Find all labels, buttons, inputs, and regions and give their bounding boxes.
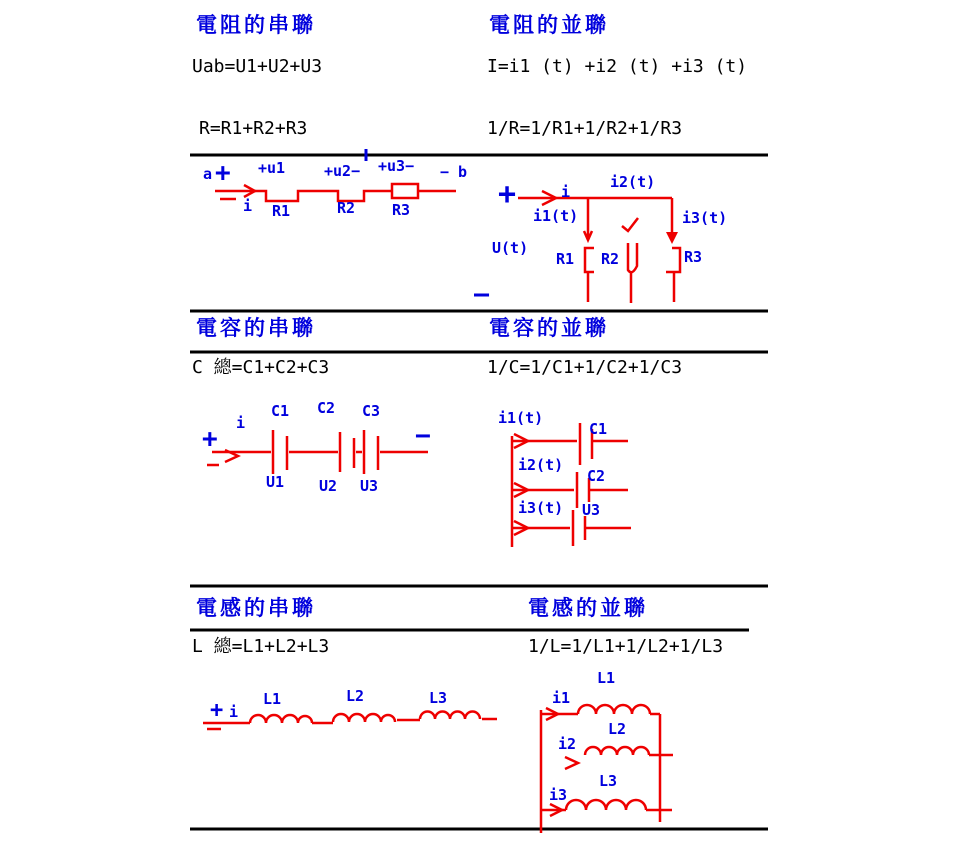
- i3-label: i3: [549, 786, 568, 804]
- node-a-label: a: [203, 165, 213, 183]
- l2-label: L2: [608, 720, 627, 738]
- u2-label: +u2−: [324, 162, 361, 180]
- title-capacitor-series: 電容的串聯: [196, 316, 316, 340]
- i1-label: i1(t): [533, 207, 579, 225]
- title-capacitor-parallel: 電容的並聯: [489, 316, 609, 340]
- current-label: i: [229, 703, 239, 721]
- capacitor-parallel-circuit: [512, 420, 631, 547]
- check-mark: [622, 218, 638, 231]
- inductor-symbol: [566, 800, 646, 810]
- l2-label: L2: [346, 687, 365, 705]
- i2-label: i2: [558, 735, 577, 753]
- i1-label: i1(t): [498, 409, 544, 427]
- formula-capacitance-parallel: 1/C=1/C1+1/C2+1/C3: [487, 357, 683, 378]
- resistor-symbol: [628, 243, 637, 303]
- r1-label: R1: [556, 250, 575, 268]
- u1-label: U1: [266, 473, 285, 491]
- c3-label: U3: [582, 501, 601, 519]
- minus-sign: −: [415, 421, 431, 451]
- u2-label: U2: [319, 477, 338, 495]
- r3-label: R3: [392, 201, 411, 219]
- formula-current-parallel: I=i1 (t) +i2 (t) +i3 (t): [487, 56, 748, 77]
- c2-label: C2: [587, 467, 606, 485]
- i3-label: i3(t): [682, 209, 728, 227]
- capacitor-symbol: [340, 432, 354, 472]
- formula-inductance-parallel: 1/L=1/L1+1/L2+1/L3: [528, 636, 724, 657]
- capacitor-series-circuit: [207, 430, 428, 474]
- formula-voltage-series: Uab=U1+U2+U3: [192, 56, 323, 77]
- c1-label: C1: [589, 420, 608, 438]
- current-arrow-icon: [565, 757, 578, 769]
- resistor-symbol: [666, 248, 680, 302]
- plus-sign: +: [210, 698, 224, 723]
- r2-label: R2: [337, 199, 356, 217]
- inductor-symbol: [420, 712, 480, 720]
- title-resistor-series: 電阻的串聯: [196, 13, 316, 37]
- formula-resistance-series: R=R1+R2+R3: [199, 118, 308, 139]
- l3-label: L3: [599, 772, 618, 790]
- c1-label: C1: [271, 402, 290, 420]
- node-b-label: − b: [440, 163, 468, 181]
- resistor-symbol: [585, 248, 594, 302]
- minus-sign: —: [474, 279, 490, 308]
- current-label: i: [561, 183, 571, 201]
- formula-capacitance-series: C 總=C1+C2+C3: [192, 357, 330, 378]
- inductor-parallel-circuit: [541, 705, 673, 833]
- plus-sign: +: [202, 424, 218, 454]
- r1-label: R1: [272, 202, 291, 220]
- voltage-label: U(t): [492, 239, 529, 257]
- title-inductor-parallel: 電感的並聯: [528, 596, 648, 620]
- l1-label: L1: [597, 669, 616, 687]
- l1-label: L1: [263, 690, 282, 708]
- i3-label: i3(t): [518, 499, 564, 517]
- capacitor-symbol: [273, 430, 287, 474]
- c2-label: C2: [317, 399, 336, 417]
- plus-sign: +: [498, 177, 517, 212]
- u3-label: U3: [360, 477, 379, 495]
- inductor-symbol: [578, 705, 650, 714]
- current-label: i: [243, 197, 253, 215]
- i2-label: i2(t): [518, 456, 564, 474]
- current-label: i: [236, 414, 246, 432]
- title-resistor-parallel: 電阻的並聯: [489, 13, 609, 37]
- capacitor-symbol: [364, 430, 378, 474]
- resistor-symbol: [392, 184, 418, 198]
- title-inductor-series: 電感的串聯: [196, 596, 316, 620]
- formula-resistance-parallel: 1/R=1/R1+1/R2+1/R3: [487, 118, 683, 139]
- inductor-symbol: [250, 715, 312, 723]
- u1-label: +u1: [258, 159, 286, 177]
- u3-label: +u3−: [378, 157, 415, 175]
- i1-label: i1: [552, 689, 571, 707]
- current-arrow-icon: [666, 232, 678, 244]
- i2-label: i2(t): [610, 173, 656, 191]
- l3-label: L3: [429, 689, 448, 707]
- inductor-series-circuit: [203, 712, 497, 730]
- plus-sign: +: [215, 158, 231, 188]
- formula-inductance-series: L 總=L1+L2+L3: [192, 636, 330, 657]
- inductor-symbol: [333, 714, 395, 722]
- r3-label: R3: [684, 248, 703, 266]
- inductor-symbol: [585, 747, 649, 755]
- c3-label: C3: [362, 402, 381, 420]
- r2-label: R2: [601, 250, 620, 268]
